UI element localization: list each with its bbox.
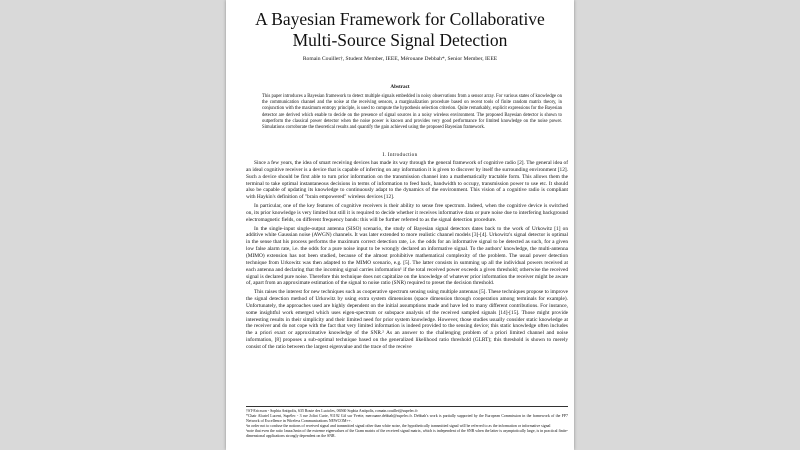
paragraph: This raises the interest for new techniques such as cooperative spectrum sensing using multiple antennas [5]. These techniques propose to improve the signal detection method of Urkowitz by using extra system dimensions (space dimension through cooperation among terminals for example). Unfortunately, the approaches used are highly dependent on the initial assumptions made and have led to many different contributions. For instance, some insightful work emerged which uses eigen-spectrum or subspace analysis of the received sampled signals [14]-[15]. Those might provide interesting results in their simplicity and their limited need for prior system knowledge. However, those studies usually consider static knowledge at the receiver and do not cope with the fact that very limited information is indeed provided to the sensing device; this static knowledge often includes the a priori exact or approximative knowledge of the SNR.² As an answer to the challenging problem of a priori limited channel and noise information, [8] proposes a sub-optimal technique based on the generalized likelihood ratio threshold (GLRT); this threshold is shown to merely consist of the ratio between the largest eigenvalue and the trace of the receive	[246, 289, 568, 350]
footnote: ¹in order not to confuse the notions of received signal and transmitted signal other than white noise, the hypothetically transmitted signal will be referred to as the information or informative signal	[246, 423, 551, 428]
abstract-text: This paper introduces a Bayesian framework to detect multiple signals embedded in noisy observations from a sensor array. For various states of knowledge on the communication channel and the noise at the receiving sensors, a marginalization procedure based on recent tools of finite random matrix theory, in conjunction with the maximum entropy principle, is used to compute the hypothesis selection criterion. Quite remarkably, explicit expressions for the Bayesian detector are derived which enable to decide on the presence of signal sources in a noisy wireless environment. The proposed Bayesian detector is shown to outperform the classical power detector when the noise power is known and provides very good performance for limited knowledge on the noise power. Simulations corroborate the theoretical results and quantify the gain achieved using the proposed Bayesian framework.	[262, 94, 562, 131]
footnote: †ST-Ericsson - Sophia Antipolis, 635 Route des Lucioles, 06560 Sophia Antipolis, romain.couillet@supelec.fr	[246, 409, 418, 413]
footnote: *Chair Alcatel Lucent, Supélec - 3 rue Joliot Curie, 91192 Gif sur Yvette, merouane.debbah@supelec.fr. Debbah's work is partially supported by the European Commission in the framework of the FP7 Network of Excellence in Wireless Communications NEWCOM++.	[246, 413, 568, 423]
title-line-2: Multi-Source Signal Detection	[292, 30, 508, 50]
body-text	[246, 160, 568, 353]
paragraph: In the single-input single-output antenna (SISO) scenario, the study of Bayesian signal detectors dates back to the work of Urkowitz [1] on additive white Gaussian noise (AWGN) channels. It was later extended to more realistic channel models [3]-[4]. Urkowitz's signal detector is optimal in the sense that his process performs the maximum correct detection rate, i.e. the odds for an informative signal to be detected as such, for a given low false alarm rate, i.e. the odds for a pure noise input to be wrongly declared an informative signal. To the authors' knowledge, the multi-antenna (MIMO) extension has not been studied, because of the almost prohibitive mathematical complexity of the problem. The usual power detection technique from Urkowitz was then adapted to the MIMO scenario, e.g. [5]. The latter consists in summing up all the individual powers received at each antenna and declaring that the incoming signal carries information¹ if the total received power exceeds a given threshold; otherwise the received signal is declared pure noise. Therefore this technique does not capitalize on the knowledge of whatever prior information the receiver might be aware of, apart from an approximate estimation of the signal to noise ratio (SNR) required to preset the decision threshold.	[246, 225, 568, 287]
paper-page	[226, 0, 574, 450]
title-line-1: A Bayesian Framework for Collaborative	[255, 9, 545, 29]
paragraph: In particular, one of the key features of cognitive receivers is their ability to sense free spectrum. Indeed, when the cognitive device is switched on, its prior knowledge is very limited but still it is required to decide whether it receives informative data or pure noise due to interfering background electromagnetic fields, on different frequency bands: this will be further referred to as the signal detection procedure.	[246, 203, 568, 223]
footnote: ²note that even the ratio λmax/λmin of the extreme eigenvalues of the Gram matrix of the received signal matrix, which is independent of the SNR when the latter is asymptotically large, is in practical finite-dimensional applications strongly dependent on the SNR.	[246, 428, 568, 438]
abstract-heading: Abstract	[390, 84, 410, 90]
section-heading: I. Introduction	[382, 152, 418, 158]
author-line: Romain Couillet†, Student Member, IEEE, Mérouane Debbah*, Senior Member, IEEE	[302, 56, 498, 62]
paper-title	[226, 9, 574, 51]
footnotes	[246, 406, 568, 438]
paragraph: Since a few years, the idea of smart receiving devices has made its way through the general framework of cognitive radio [2]. The general idea of an ideal cognitive receiver is a device that is capable of inferring on any information it is given to discover by itself the surrounding environment [12]. Such a device should be first able to turn prior information on the transmission channel into a mathematically tractable form. This allows them the terminal to take optimal instantaneous decisions in terms of information to feed back, bandwidth to occupy, transmission power to use etc. It should also be capable of updating its knowledge to continuously adapt to the dynamics of the environment. This vision of a cognitive radio is compliant with Haykin's definition of "brain empowered" wireless devices [12].	[246, 160, 568, 201]
